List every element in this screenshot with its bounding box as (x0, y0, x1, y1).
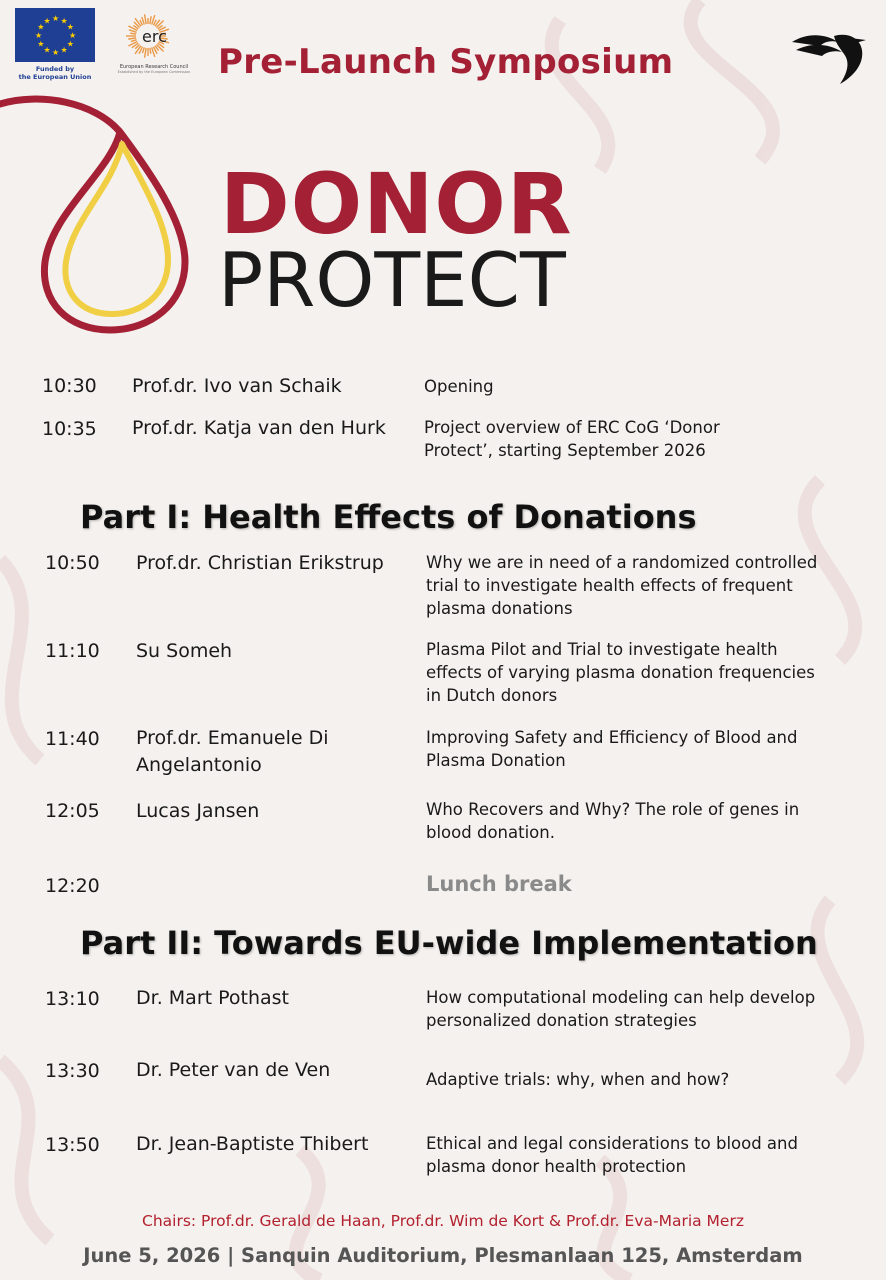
erc-ray (130, 33, 136, 34)
part2-topic-3: Ethical and legal considerations to blood and plasma donor health protection (426, 1134, 798, 1176)
lunch-label: Lunch break (426, 872, 572, 896)
eu-caption (13, 65, 97, 81)
blood-drop-icon (0, 92, 200, 337)
part2-speaker-3: Dr. Jean-Baptiste Thibert (136, 1133, 369, 1155)
eu-star-icon: ★ (35, 31, 43, 40)
erc-ray (150, 16, 151, 24)
part2-time-2: 13:30 (45, 1060, 100, 1082)
part2-speaker-1: Dr. Mart Pothast (136, 987, 290, 1009)
lunch-time: 12:20 (45, 875, 100, 897)
erc-emblem-icon (112, 8, 196, 62)
chairs-line: Chairs: Prof.dr. Gerald de Haan, Prof.dr. Wim de Kort & Prof.dr. Eva-Maria Merz (142, 1212, 744, 1230)
part1-speaker-2: Su Someh (136, 640, 233, 662)
intro-speaker-1: Prof.dr. Ivo van Schaik (132, 375, 342, 397)
intro-time-1: 10:30 (42, 375, 97, 397)
part1-speaker-1: Prof.dr. Christian Erikstrup (136, 552, 384, 574)
intro-time-2: 10:35 (42, 418, 97, 440)
erc-ray (128, 38, 136, 39)
eu-funding-logo (13, 8, 97, 81)
part1-topic-4: Who Recovers and Why? The role of genes in blood donation. (426, 800, 800, 842)
eu-star-icon: ★ (66, 39, 74, 49)
eu-flag-icon (15, 8, 95, 62)
erc-mark-text: erc (142, 27, 167, 46)
eu-star-icon: ★ (43, 16, 51, 26)
part1-speaker-4: Lucas Jansen (136, 800, 260, 822)
erc-ray (145, 48, 147, 58)
eu-star-icon: ★ (43, 45, 51, 55)
part2-heading: Part II: Towards EU-wide Implementation (80, 924, 818, 962)
erc-ray (142, 47, 144, 53)
eu-star-icon: ★ (66, 22, 74, 32)
eu-star-icon: ★ (37, 22, 45, 32)
pelican-logo-icon (790, 28, 866, 90)
part1-time-1: 10:50 (45, 552, 100, 574)
part1-time-4: 12:05 (45, 800, 100, 822)
part2-time-3: 13:50 (45, 1134, 100, 1156)
part1-time-3: 11:40 (45, 728, 100, 750)
eu-caption-line2: the European Union (18, 73, 92, 81)
part1-topic-1: Why we are in need of a randomized controlled trial to investigate health effects of frequent plasma donations (426, 553, 818, 618)
brand-word-donor: DONOR (220, 155, 573, 253)
symposium-title: Pre-Launch Symposium (218, 42, 674, 82)
eu-star-icon: ★ (52, 14, 60, 23)
eu-star-icon: ★ (52, 48, 60, 57)
part2-topic-1: How computational modeling can help develop personalized donation strategies (426, 988, 816, 1030)
part1-speaker-3: Prof.dr. Emanuele Di Angelantonio (136, 727, 329, 776)
erc-ray (150, 48, 151, 54)
erc-ray (145, 14, 147, 24)
eu-star-icon: ★ (60, 45, 68, 55)
intro-topic-2: Project overview of ERC CoG ‘Donor Protect’, starting September 2026 (424, 418, 720, 460)
erc-ray (131, 40, 137, 42)
part1-time-2: 11:10 (45, 640, 100, 662)
eu-star-icon: ★ (60, 16, 68, 26)
intro-topic-1: Opening (424, 377, 494, 396)
intro-speaker-2: Prof.dr. Katja van den Hurk (132, 417, 386, 439)
part1-topic-3: Improving Safety and Efficiency of Blood and Plasma Donation (426, 728, 798, 770)
event-date-location: June 5, 2026 | Sanquin Auditorium, Plesmanlaan 125, Amsterdam (83, 1244, 803, 1267)
brand-word-protect: PROTECT (218, 236, 566, 324)
part2-speaker-2: Dr. Peter van de Ven (136, 1059, 331, 1081)
part2-topic-2: Adaptive trials: why, when and how? (426, 1070, 730, 1089)
part1-topic-2: Plasma Pilot and Trial to investigate health effects of varying plasma donation frequencies in Dutch donors (426, 640, 815, 705)
part2-time-1: 13:10 (45, 988, 100, 1010)
eu-star-icon: ★ (37, 39, 45, 49)
eu-star-icon: ★ (69, 31, 77, 40)
erc-caption: European Research Council (119, 64, 189, 70)
erc-subcaption: Established by the European Commission (117, 70, 191, 74)
erc-logo (112, 8, 196, 75)
part1-heading: Part I: Health Effects of Donations (80, 498, 697, 536)
eu-caption-line1: Funded by (35, 65, 75, 73)
